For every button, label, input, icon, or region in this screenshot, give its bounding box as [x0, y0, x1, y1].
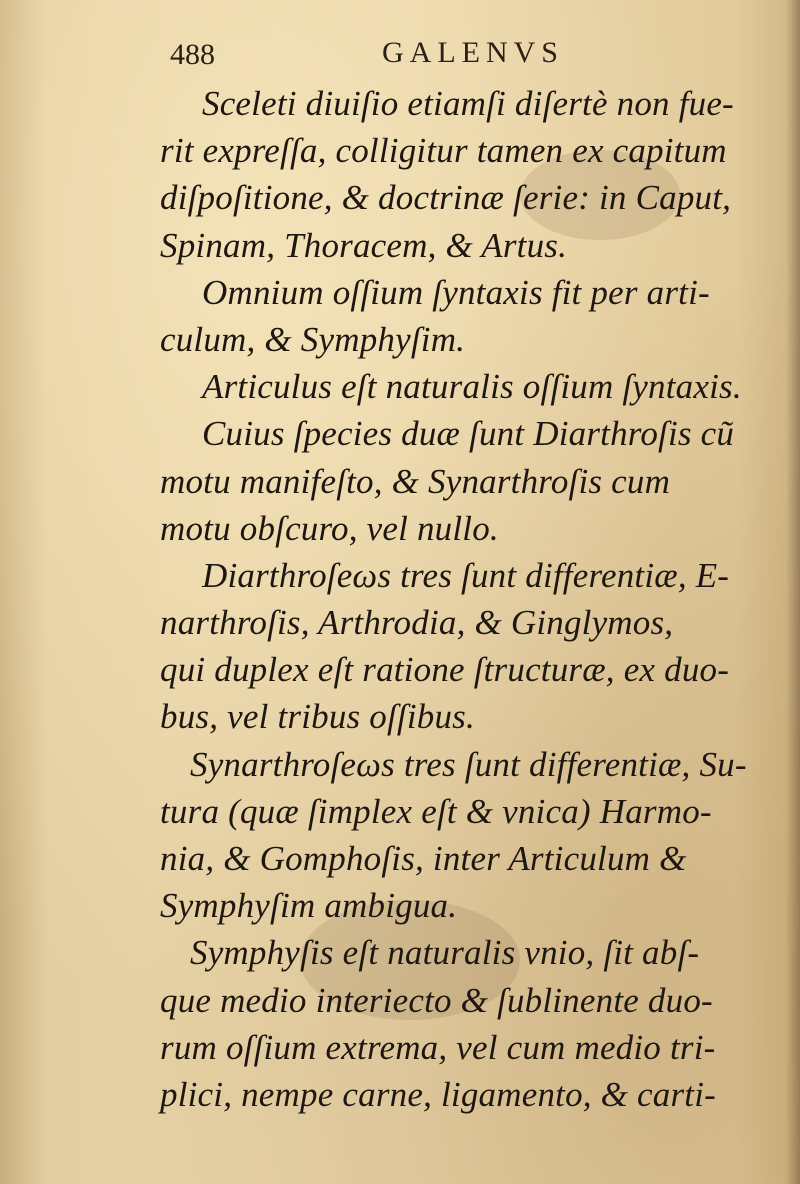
text-line: diſpoſitione, & doctrinæ ſerie: in Caput,: [160, 178, 732, 218]
page-number: 488: [170, 38, 215, 71]
text-line: plici, nempe carne, ligamento, & carti-: [160, 1074, 717, 1114]
text-line: Sceleti diuiſio etiamſi diſertè non fue-: [202, 84, 734, 123]
text-line: Synarthroſeωs tres ſunt differentiæ, Su-: [190, 744, 747, 784]
text-line: culum, & Symphyſim.: [160, 319, 466, 359]
text-line: rum oſſium extrema, vel cum medio tri-: [160, 1027, 716, 1067]
page-edge-shadow: [786, 0, 800, 1184]
text-line: Cuius ſpecies duæ ſunt Diarthroſis cũ: [202, 414, 735, 454]
text-line: que medio interiecto & ſublinente duo-: [160, 980, 713, 1020]
text-block: [160, 80, 747, 1118]
text-line: Omnium oſſium ſyntaxis fit per arti-: [202, 272, 710, 312]
text-line: Symphyſis eſt naturalis vnio, ſit abſ-: [190, 933, 700, 973]
text-line: rit expreſſa, colligitur tamen ex capitum: [160, 131, 727, 171]
text-line: motu manifeſto, & Synarthroſis cum: [160, 461, 671, 501]
text-line: motu obſcuro, vel nullo.: [160, 508, 499, 548]
text-line: Diarthroſeωs tres ſunt differentiæ, E-: [202, 555, 730, 595]
text-line: tura (quæ ſimplex eſt & vnica) Harmo-: [160, 791, 712, 831]
text-line: qui duplex eſt ratione ſtructuræ, ex duo-: [160, 650, 730, 690]
text-line: Symphyſim ambigua.: [160, 886, 458, 926]
running-head: [170, 34, 630, 80]
text-line: bus, vel tribus oſſibus.: [160, 697, 475, 737]
book-title: GALENVS: [382, 36, 564, 69]
text-line: narthroſis, Arthrodia, & Ginglymos,: [160, 603, 674, 643]
text-line: Spinam, Thoracem, & Artus.: [160, 225, 568, 265]
text-line: Articulus eſt naturalis oſſium ſyntaxis.: [202, 367, 742, 407]
text-line: nia, & Gomphoſis, inter Articulum &: [160, 839, 687, 878]
